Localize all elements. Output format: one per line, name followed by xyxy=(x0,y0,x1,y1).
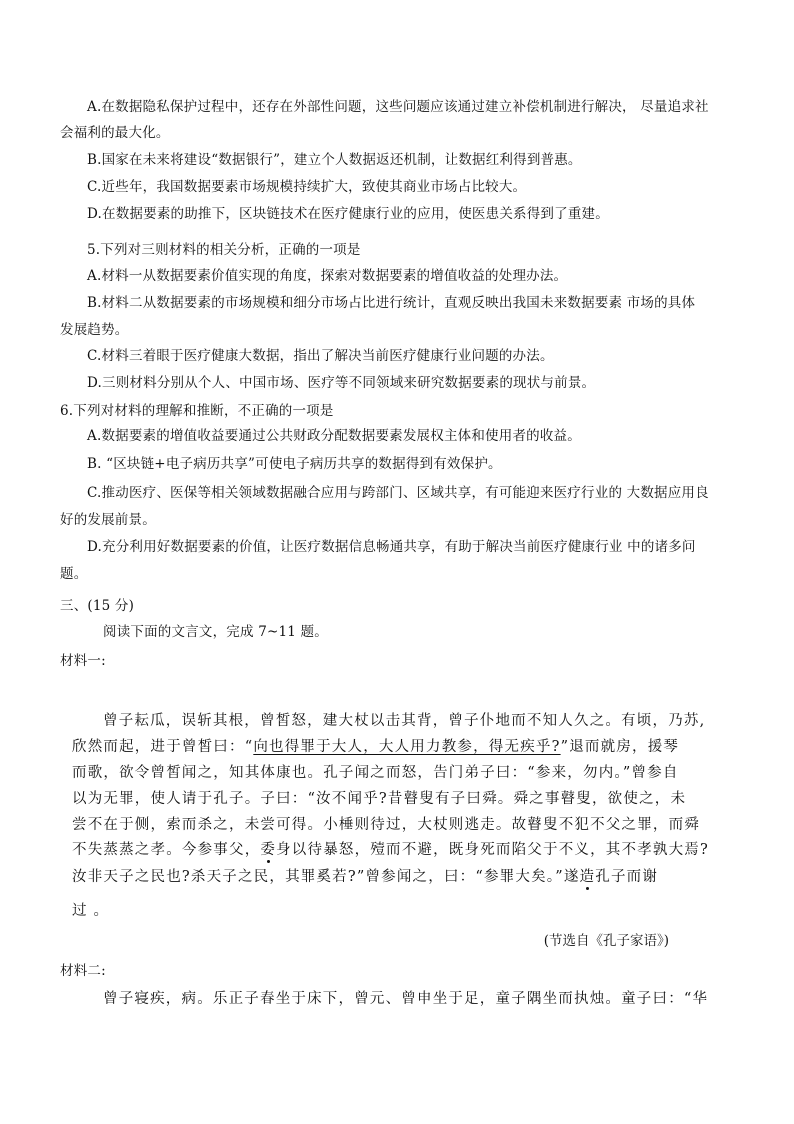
q6-stem: 6.下列对材料的理解和推断，不正确的一项是 xyxy=(60,403,334,419)
q4-option-a-line1: A.在数据隐私保护过程中，还存在外部性问题，这些问题应该通过建立补偿机制进行解决， 尽量追求社 xyxy=(87,99,709,115)
q4-option-b: B.国家在未来将建设“数据银行”，建立个人数据返还机制，让数据红利得到普惠。 xyxy=(87,152,582,168)
q6-option-c-line1: C.推动医疗、医保等相关领域数据融合应用与跨部门、区域共享，有可能迎来医疗行业的 大数据应用良 xyxy=(87,485,709,501)
section-heading: 三、(15 分) xyxy=(60,598,135,614)
q6-option-a: A.数据要素的增值收益要通过公共财政分配数据要素发展权主体和使用者的收益。 xyxy=(87,428,581,444)
material1-line3: 而歌，欲令曾皙闻之，知其体康也。孔子闻之而怒，告门弟子曰：“参来，勿内。”曾参自 xyxy=(72,765,679,781)
material1-line2-post: ”退而就房，援琴 xyxy=(560,739,680,755)
q5-option-b-line1: B.材料二从数据要素的市场规模和细分市场占比进行统计，直观反映出我国未来数据要素 市场的具体 xyxy=(87,295,696,311)
q5-stem: 5.下列对三则材料的相关分析，正确的一项是 xyxy=(87,242,361,258)
material1-label: 材料一: xyxy=(60,653,106,669)
material1-line4: 以为无罪，使人请于孔子。子曰：“汝不闻乎?昔瞽叟有子曰舜。舜之事瞽叟，欲使之，未 xyxy=(72,791,687,807)
material1-dotted-char-zao: 造 xyxy=(579,869,596,885)
material1-line1: 曾子耘瓜，误斩其根，曾皙怒，建大杖以击其背，曾子仆地而不知人久之。有顷，乃苏, xyxy=(103,713,706,729)
material1-line6-pre: 不失蒸蒸之孝。今参事父， xyxy=(72,842,261,858)
q5-option-c: C.材料三着眼于医疗健康大数据，指出了解决当前医疗健康行业问题的办法。 xyxy=(87,348,554,364)
q5-option-d: D.三则材料分别从个人、中国市场、医疗等不同领域来研究数据要素的现状与前景。 xyxy=(87,375,596,391)
material1-line6-post: 身以待暴怒，殪而不避，既身死而陷父于不义，其不孝孰大焉? xyxy=(276,842,709,858)
section-instruction: 阅读下面的文言文，完成 7~11 题。 xyxy=(103,624,328,640)
material1-line7-pre: 汝非天子之民也?杀天子之民，其罪奚若?”曾参闻之，曰：“参罪大矣。”遂 xyxy=(72,869,580,885)
material1-line2-pre: 欣然而起，进于曾皙曰：“ xyxy=(72,739,254,755)
material1-line7-post: 孔子而谢 xyxy=(595,869,659,885)
q5-option-a: A.材料一从数据要素价值实现的角度，探索对数据要素的增值收益的处理办法。 xyxy=(87,268,568,284)
q5-option-b-line2: 发展趋势。 xyxy=(60,322,129,338)
material1-line2 xyxy=(72,738,679,756)
q4-option-c: C.近些年，我国数据要素市场规模持续扩大，致使其商业市场占比较大。 xyxy=(87,179,527,195)
q6-option-d-line1: D.充分利用好数据要素的价值，让医疗数据信息畅通共享，有助于解决当前医疗健康行业 中的诸多问 xyxy=(87,539,696,555)
material1-line6 xyxy=(72,841,709,859)
material1-line7 xyxy=(72,868,658,886)
q4-option-a-line2: 会福利的最大化。 xyxy=(60,125,170,141)
material2-label: 材料二: xyxy=(60,963,106,979)
material2-line1: 曾子寝疾，病。乐正子春坐于床下，曾元、曾申坐于足，童子隅坐而执烛。童子曰：“华 xyxy=(103,991,709,1007)
q6-option-c-line2: 好的发展前景。 xyxy=(60,512,156,528)
q6-option-d-line2: 题。 xyxy=(60,566,88,582)
material1-underlined-sentence: 向也得罪于大人，大人用力教参，得无疾乎? xyxy=(253,739,561,755)
material1-source: (节选自《孔子家语》) xyxy=(543,933,669,949)
material1-line5: 尝不在于侧，索而杀之，未尝可得。小棰则待过，大杖则逃走。故瞽叟不犯不父之罪，而舜 xyxy=(72,817,700,833)
q4-option-d: D.在数据要素的助推下，区块链技术在医疗健康行业的应用，使医患关系得到了重建。 xyxy=(87,206,609,222)
material1-dotted-char-wei: 委 xyxy=(260,842,277,858)
q6-option-b: B. “区块链+电子病历共享”可使电子病历共享的数据得到有效保护。 xyxy=(87,456,502,472)
material1-line8: 过 。 xyxy=(72,903,110,919)
